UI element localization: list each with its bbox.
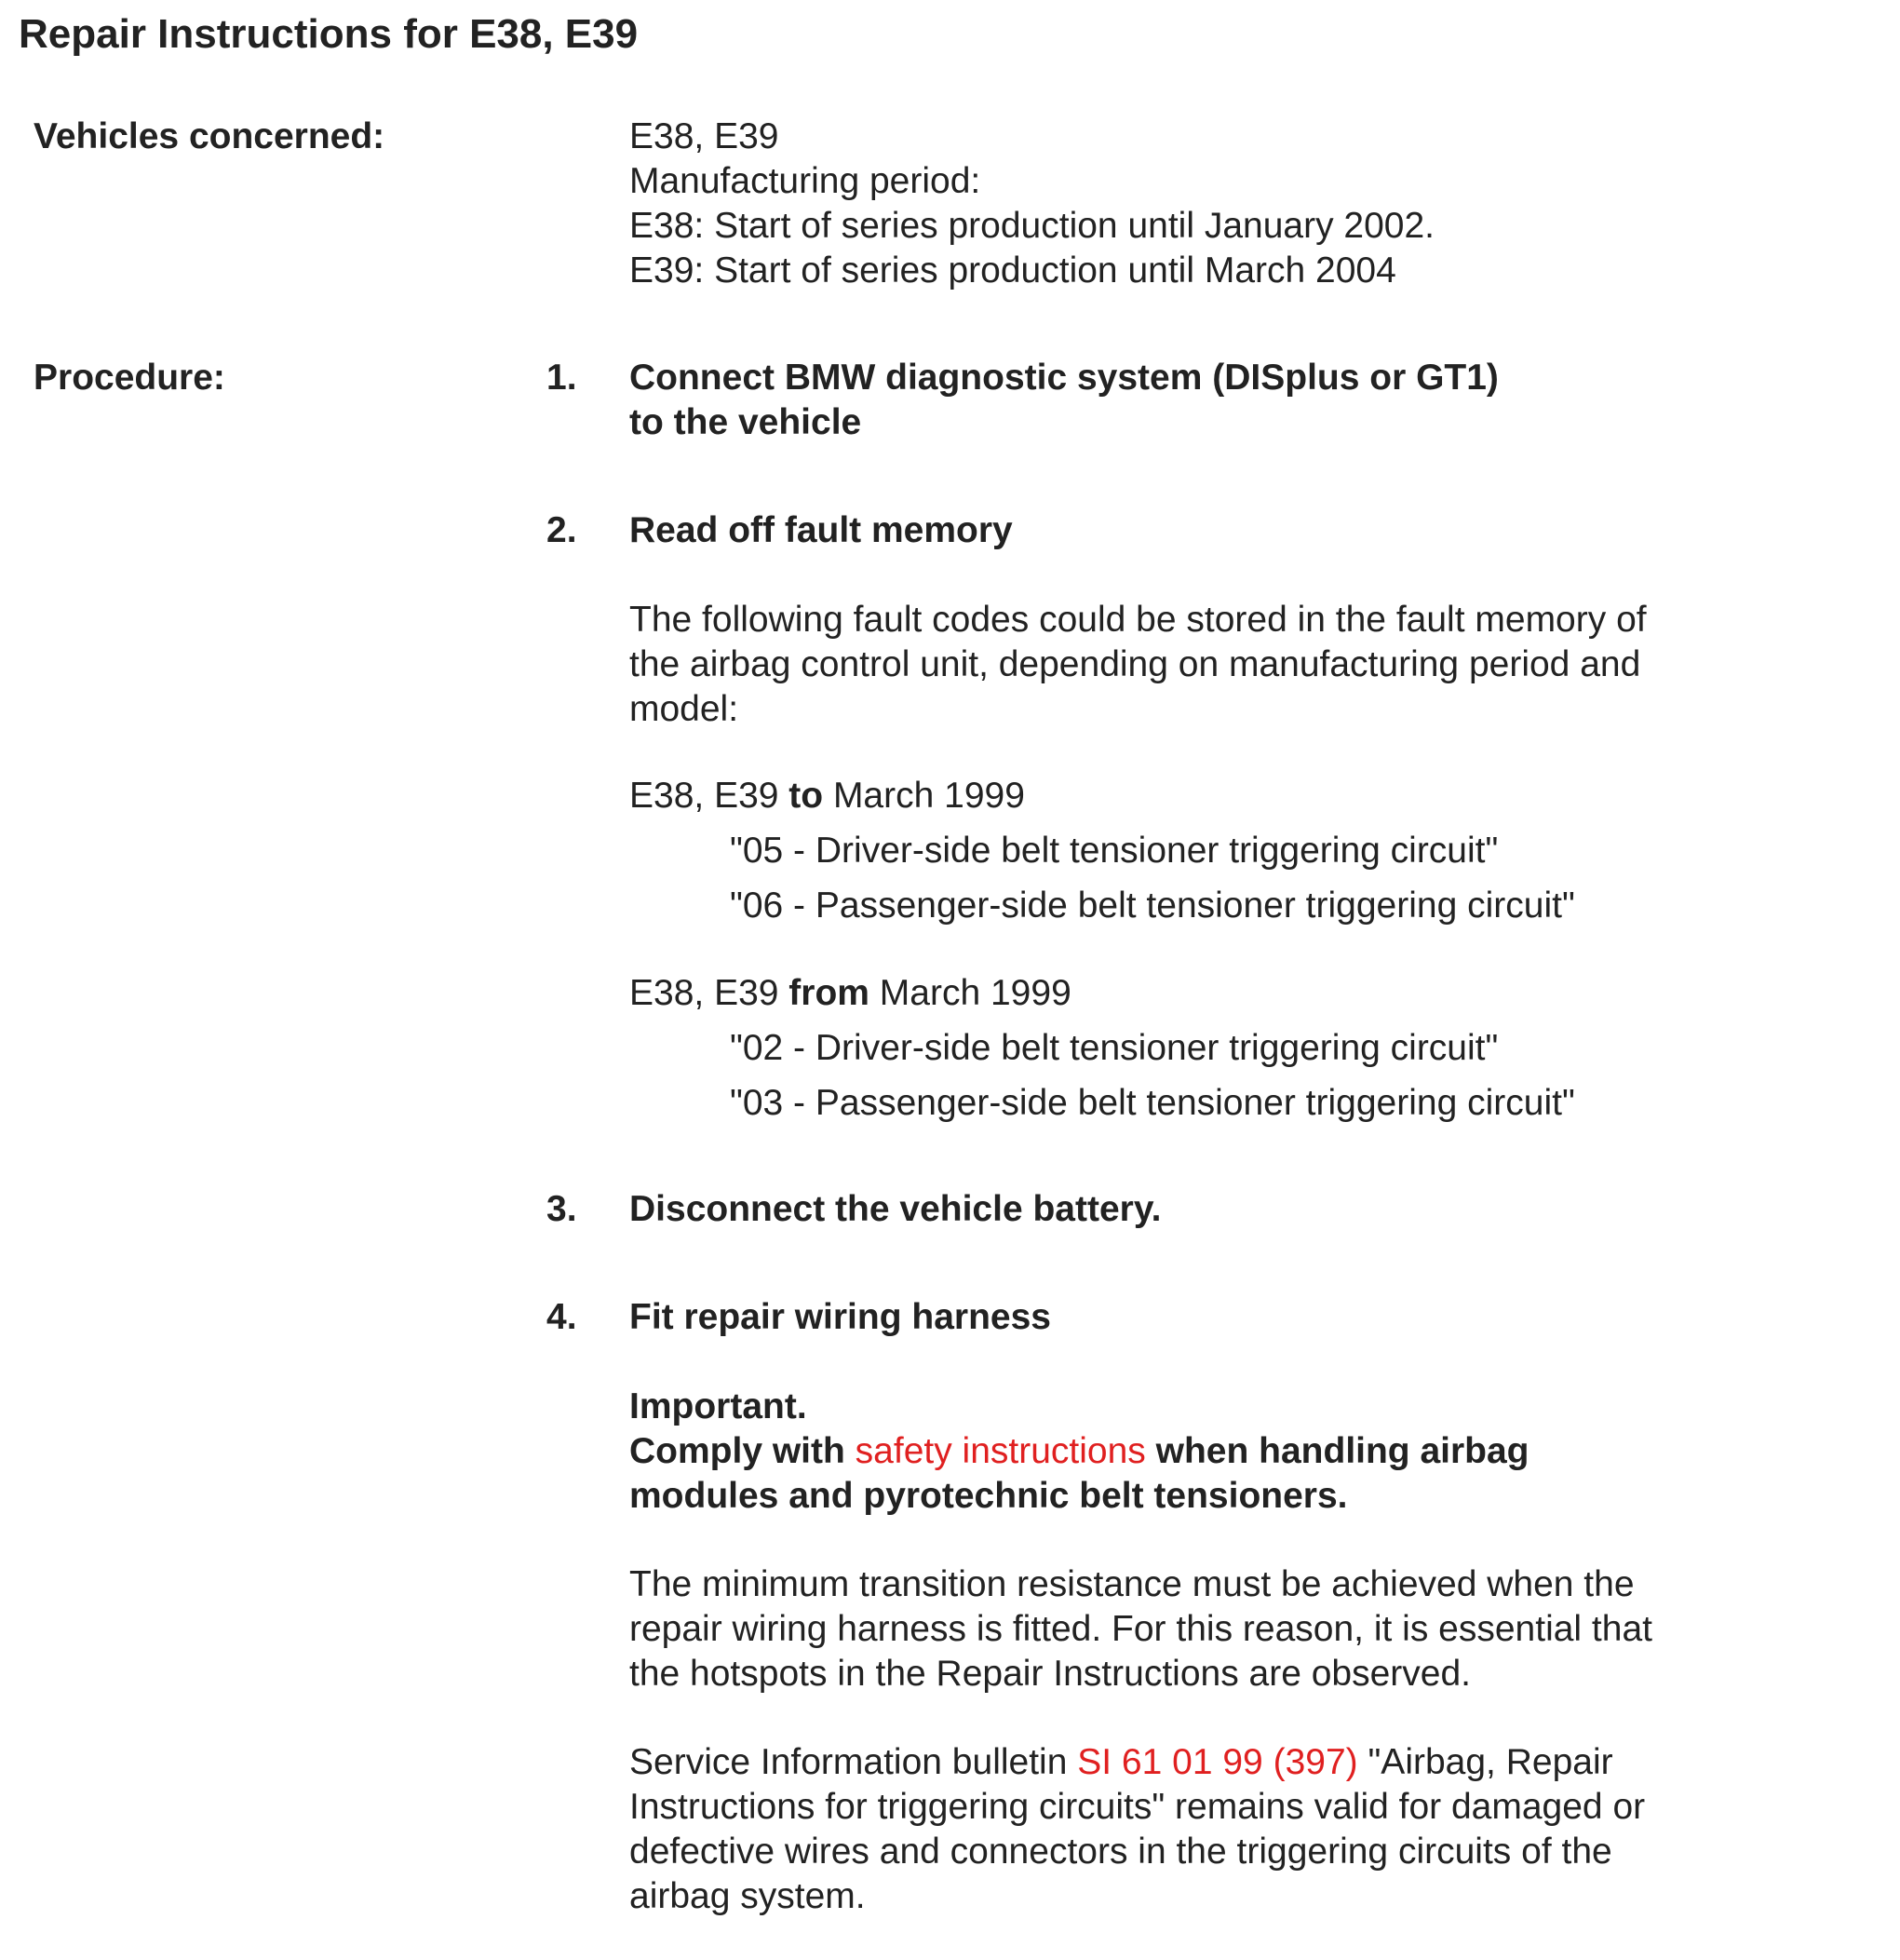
para-line: airbag system. (629, 1876, 866, 1916)
step-number: 3. (546, 1189, 577, 1229)
resistance-paragraph (629, 1562, 1652, 1696)
group-keyword: from (788, 973, 869, 1013)
group-prefix: E38, E39 (629, 973, 789, 1013)
para-line: Instructions for triggering circuits" remains valid for damaged or (629, 1787, 1646, 1827)
para-line (629, 1740, 1645, 1785)
group-suffix: March 1999 (823, 776, 1025, 816)
para-line: The following fault codes could be stored in the fault memory of (629, 600, 1647, 640)
vehicles-line: E38: Start of series production until January 2002. (629, 206, 1435, 246)
important-line (629, 1429, 1529, 1474)
vehicles-line: E39: Start of series production until March 2004 (629, 250, 1396, 291)
group-prefix: E38, E39 (629, 776, 789, 816)
step-1-text (629, 356, 1499, 445)
text: Comply with (629, 1431, 856, 1471)
para-line: repair wiring harness is fitted. For this reason, it is essential that (629, 1609, 1652, 1649)
fault-intro (629, 598, 1647, 732)
vehicles-list (629, 115, 1435, 293)
safety-instructions-link[interactable]: safety instructions (855, 1431, 1146, 1471)
vehicles-line: E38, E39 (629, 116, 779, 156)
text: Service Information bulletin (629, 1742, 1078, 1782)
group-to-heading (629, 774, 1025, 818)
step-number: 4. (546, 1297, 577, 1337)
step-number: 2. (546, 510, 577, 550)
step-line: to the vehicle (629, 402, 862, 442)
si-paragraph (629, 1740, 1645, 1919)
step-4-text: Fit repair wiring harness (629, 1297, 1051, 1337)
vehicles-line: Manufacturing period: (629, 161, 981, 201)
procedure-label: Procedure: (34, 358, 225, 398)
step-number: 1. (546, 358, 577, 398)
text: when handling airbag (1145, 1431, 1529, 1471)
para-line: defective wires and connectors in the triggering circuits of the (629, 1832, 1612, 1872)
step-3-text: Disconnect the vehicle battery. (629, 1189, 1162, 1229)
group-from-heading (629, 971, 1071, 1016)
page-title: Repair Instructions for E38, E39 (19, 11, 639, 57)
step-line: Connect BMW diagnostic system (DISplus or GT1) (629, 358, 1499, 398)
para-line: model: (629, 689, 739, 729)
si-bulletin-link[interactable]: SI 61 01 99 (397) (1077, 1742, 1358, 1782)
important-note (629, 1385, 1529, 1519)
step-2-text: Read off fault memory (629, 510, 1013, 550)
fault-code: "02 - Driver-side belt tensioner triggering circuit" (730, 1028, 1499, 1068)
fault-code: "06 - Passenger-side belt tensioner triggering circuit" (730, 885, 1575, 926)
text: "Airbag, Repair (1357, 1742, 1613, 1782)
important-line: modules and pyrotechnic belt tensioners. (629, 1476, 1348, 1516)
fault-code: "03 - Passenger-side belt tensioner triggering circuit" (730, 1083, 1575, 1123)
fault-code: "05 - Driver-side belt tensioner triggering circuit" (730, 831, 1499, 871)
group-suffix: March 1999 (869, 973, 1071, 1013)
para-line: The minimum transition resistance must be achieved when the (629, 1564, 1635, 1604)
para-line: the hotspots in the Repair Instructions are observed. (629, 1654, 1472, 1694)
para-line: the airbag control unit, depending on manufacturing period and (629, 644, 1641, 684)
vehicles-label: Vehicles concerned: (34, 116, 385, 156)
important-heading: Important. (629, 1386, 807, 1426)
group-keyword: to (788, 776, 824, 816)
